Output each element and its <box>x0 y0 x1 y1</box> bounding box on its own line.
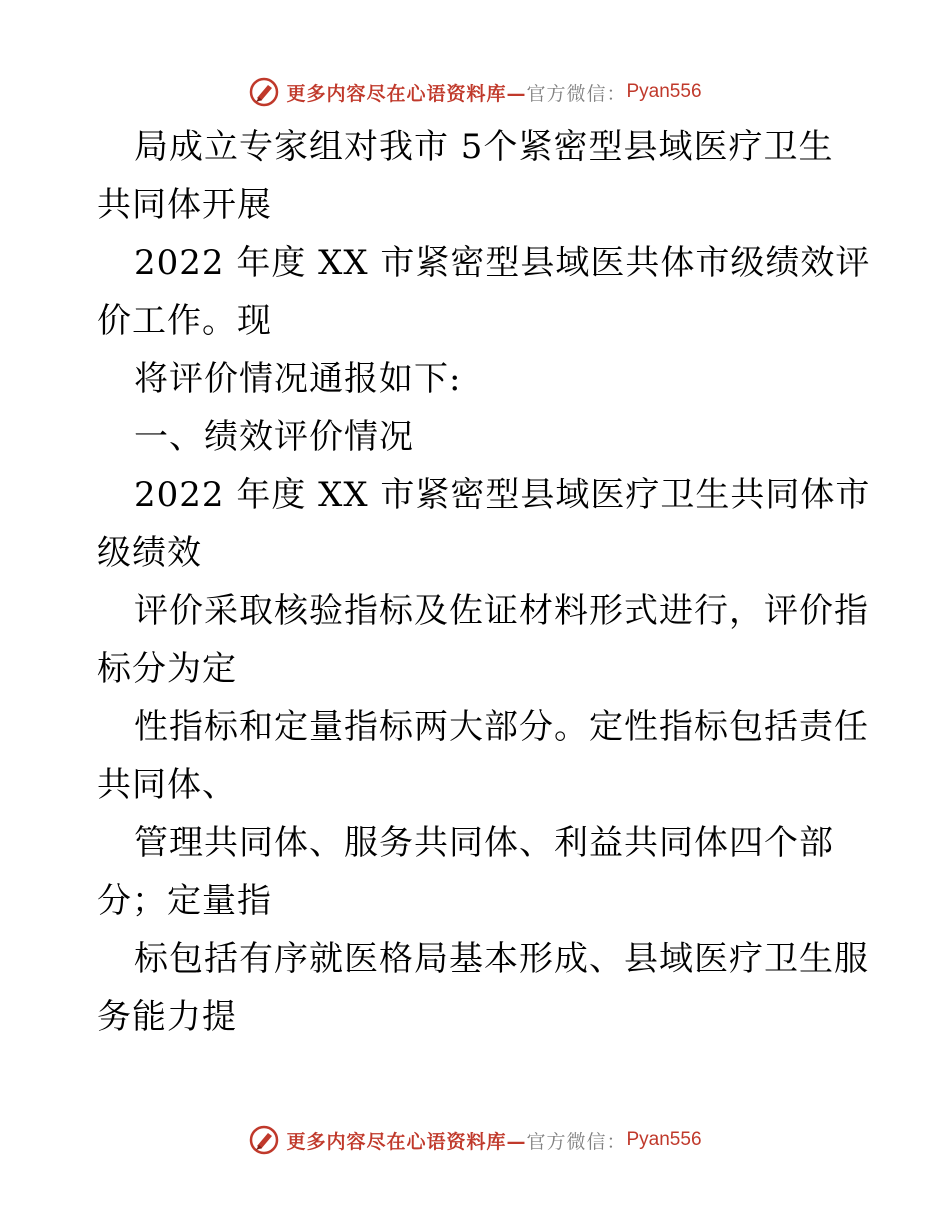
watermark-prefix: 更多内容尽在心语资料库— <box>286 1130 527 1153</box>
paragraph-line: 2022 年度 XX 市紧密型县域医疗卫生共同体市 <box>134 475 871 515</box>
paragraph-line: 标分为定 <box>97 649 237 689</box>
paragraph-line: 价工作。现 <box>97 301 272 341</box>
paragraph-line: 级绩效 <box>97 533 202 573</box>
watermark-wechat-label: 官方微信： <box>526 1130 627 1153</box>
paragraph-line: 共同体开展 <box>97 185 272 225</box>
paragraph-line: 管理共同体、服务共同体、利益共同体四个部 <box>134 823 834 863</box>
paragraph-line: 共同体、 <box>97 765 237 805</box>
pen-nib-logo-icon <box>248 76 280 108</box>
paragraph-line: 性指标和定量指标两大部分。定性指标包括责任 <box>134 707 869 747</box>
watermark-prefix: 更多内容尽在心语资料库— <box>286 82 527 105</box>
paragraph-line: 标包括有序就医格局基本形成、县域医疗卫生服 <box>134 939 869 979</box>
watermark-wechat-label: 官方微信： <box>526 82 627 105</box>
paragraph-line: 务能力提 <box>97 997 237 1037</box>
paragraph-line: 2022 年度 XX 市紧密型县域医共体市级绩效评 <box>134 243 871 283</box>
pen-nib-logo-icon <box>248 1124 280 1156</box>
paragraph-line: 局成立专家组对我市 5个紧密型县域医疗卫生 <box>134 127 834 167</box>
paragraph-line: 分；定量指 <box>97 881 272 921</box>
watermark-banner-top <box>0 72 950 112</box>
paragraph-line: 评价采取核验指标及佐证材料形式进行，评价指 <box>134 591 869 631</box>
watermark-wechat-id: Pyan556 <box>626 1129 702 1150</box>
watermark-banner-bottom <box>0 1120 950 1160</box>
watermark-wechat-id: Pyan556 <box>626 81 702 102</box>
paragraph-line: 将评价情况通报如下: <box>134 359 462 399</box>
section-heading: 一、绩效评价情况 <box>134 417 414 457</box>
